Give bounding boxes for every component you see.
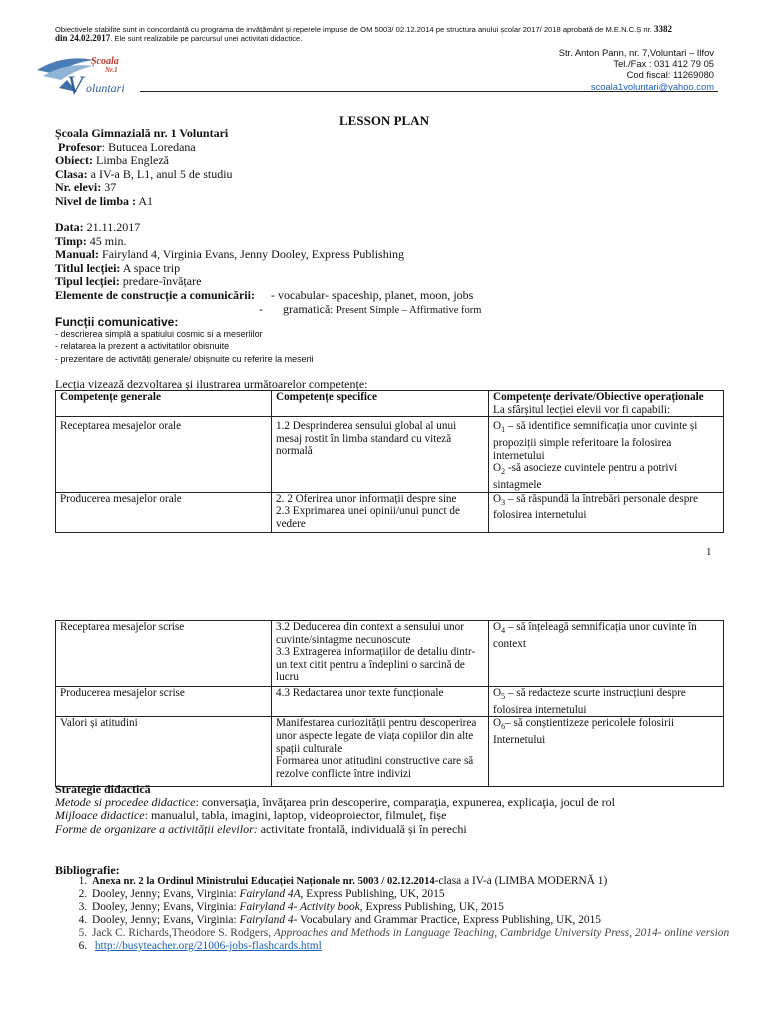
organization-forms: activitate frontală, individuală și în perechi <box>257 821 467 836</box>
table-row: Receptarea mesajelor scrise 3.2 Deducerea din context a sensului unor cuvinte/sintagme necunoscute 3.3 Extragerea informațiilor de detaliu dintr-un text citit pentru a îndeplini o sarcină de lucru $O_4$ – să înțeleagă semnificația unor cuvinte în context <box>56 621 724 687</box>
fiscal-code: Cod fiscal: 11269080 <box>626 69 714 81</box>
svg-text:V: V <box>67 71 83 97</box>
vocabulary: - vocabular- spaceship, planet, moon, jobs <box>270 287 474 302</box>
strategy-title: Strategie didactică <box>55 782 151 796</box>
list-item: 5. Jack C. Richards,Theodore S. Rodgers, Approaches and Methods in Language Teaching, Cambridge University Press, 2014- online version <box>90 927 768 940</box>
list-item: 1. Anexa nr. 2 la Ordinul Ministrului Educației Naționale nr. 5003 / 02.12.2014-clasa a IV-a (LIMBA MODERNĂ 1) <box>90 875 768 888</box>
lesson-time: 45 min. <box>86 233 127 248</box>
bibliography-title: Bibliografie: <box>55 863 120 877</box>
grammar: gramatică: Present Simple – Affirmative form <box>283 301 482 316</box>
contact-block <box>559 47 714 92</box>
list-item: - prezentare de activități generale/ obișnuite cu referire la meserii <box>55 353 314 364</box>
table-row: Receptarea mesajelor orale 1.2 Desprinderea sensului global al unui mesaj rostit în limba standard cu viteză normală $O_1$ – să identifice semnificația unor cuvinte și propoziții simple referitoare la folosirea internetului $O_2$ -să asocieze cuvintele pentru a potrivi sintagmele <box>56 417 724 492</box>
list-item <box>90 940 768 953</box>
address: Str. Anton Pann, nr. 7,Voluntari – Ilfov <box>558 47 714 58</box>
subject: Limba Engleză <box>93 153 169 168</box>
lesson-type: predare-învățare <box>119 274 202 289</box>
strategy-section: Strategie didactică Metode si procedee didactice: conversaţia, învăţarea prin descoperire, comparaţia, expunerea, explicaţia, jocul de rol Mijloace didactice: manualul, tabla, imagini, laptop, videoproiector, filmuleț, fișe Forme de organizare a activității elevilor: activitate frontală, individuală și în perechi <box>55 782 615 836</box>
header-derived: Competențe derivate/Obiective operaționale <box>493 391 704 403</box>
list-item: - descrierea simplă a spatiului cosmic si a meseriilor <box>55 329 263 339</box>
teacher-name: : Butucea Loredana <box>101 139 196 154</box>
flashcards-link[interactable]: http://busyteacher.org/21006-jobs-flashcards.html <box>94 940 322 952</box>
list-item: 3. Dooley, Jenny; Evans, Virginia: Fairyland 4- Activity book, Express Publishing, UK, 2015 <box>90 901 768 914</box>
page-number: 1 <box>706 546 712 558</box>
logo-text-voluntari: oluntari <box>86 81 125 95</box>
logo-text-scoala: Școala <box>91 56 119 67</box>
table-row: Producerea mesajelor scrise 4.3 Redactarea unor texte funcționale $O_5$ – să redacteze scurte instrucțiuni despre folosirea internetului <box>56 687 724 717</box>
header-specific: Competențe specifice <box>276 391 377 403</box>
list-item: 4. Dooley, Jenny; Evans, Virginia: Fairyland 4- Vocabulary and Grammar Practice, Express Publishing, UK, 2015 <box>90 914 768 927</box>
competences-table-2 <box>55 620 724 787</box>
textbook: Fairyland 4, Virginia Evans, Jenny Dooley, Express Publishing <box>99 247 405 262</box>
list-item: 2. Dooley, Jenny; Evans, Virginia: Fairyland 4A, Express Publishing, UK, 2015 <box>90 888 768 901</box>
list-item: - relatarea la prezent a activitatilor obisnuite <box>55 341 230 352</box>
functions-list <box>55 328 314 365</box>
functions-title: Funcții comunicative: <box>55 315 179 329</box>
logo-text-nr: Nr.1 <box>105 66 118 74</box>
class: a IV-a B, L1, anul 5 de studiu <box>87 166 233 181</box>
school-name: Școala Gimnazială nr. 1 Voluntari <box>55 126 229 140</box>
lesson-details: Data: 21.11.2017 Timp: 45 min. Manual: Fairyland 4, Virginia Evans, Jenny Dooley, Express Publishing Titlul lecției: A space trip Tipul lecției: predare-învățare Elemente de construcție a comunicării: - vocabular- spaceship, planet, moon, jobs - gramatică: Present Simple – Affirmative form <box>55 220 482 316</box>
language-level: A1 <box>136 193 154 208</box>
table-row: Valori și atitudini Manifestarea curiozității pentru descoperirea unor aspecte legate de viața copiilor din alte spații culturale Formarea unor atitudini constructive care să rezolve conflicte între indivizi $O_6-$ să conștientizeze pericolele folosirii Internetului <box>56 717 724 787</box>
header-note: Obiectivele stabilite sunt in concordantă cu programa de invățământ și reperele impuse de OM 5003/ 02.12.2014 pe structura anului școlar 2017/ 2018 aprobată de M.E.N.C.Ș nr. 3382 din 24.02.2017. Ele sunt realizabile pe parcursul unei activitati didactice. <box>55 24 672 43</box>
teaching-aids: : manualul, tabla, imagini, laptop, videoproiector, filmuleț, fișe <box>144 808 447 823</box>
phone: Tel./Fax : 031 412 79 05 <box>613 58 714 70</box>
students-count: 37 <box>101 180 117 195</box>
table-header-row: Competențe generale Competențe specifice Competențe derivate/Obiective operaționale La sfârșitul lecției elevii vor fi capabili: <box>56 391 724 417</box>
school-logo <box>33 52 153 97</box>
lesson-info: Școala Gimnazială nr. 1 Voluntari Profesor: Butucea Loredana Obiect: Limba Engleză Clasa: a IV-a B, L1, anul 5 de studiu Nr. elevi: 37 Nivel de limba : A1 <box>55 126 233 208</box>
table-row: Producerea mesajelor orale 2. 2 Oferirea unor informații despre sine 2.3 Exprimarea unei opinii/unui punct de vedere $O_3$ – să răspundă la întrebări personale despre folosirea internetului <box>56 492 724 532</box>
header-general: Competențe generale <box>60 391 161 403</box>
header-divider <box>140 91 718 92</box>
methods: : conversaţia, învăţarea prin descoperire, comparaţia, expunerea, explicaţia, jocul de rol <box>195 795 615 810</box>
lesson-title: A space trip <box>120 260 181 275</box>
bibliography-list <box>55 875 768 953</box>
lesson-date: 21.11.2017 <box>83 220 141 234</box>
page-title: LESSON PLAN <box>339 113 429 128</box>
competences-intro: Lecția vizează dezvoltarea și ilustrarea următoarelor competențe: <box>55 377 368 391</box>
competences-table-1 <box>55 390 724 533</box>
email-link[interactable]: scoala1voluntari@yahoo.com <box>590 80 714 92</box>
